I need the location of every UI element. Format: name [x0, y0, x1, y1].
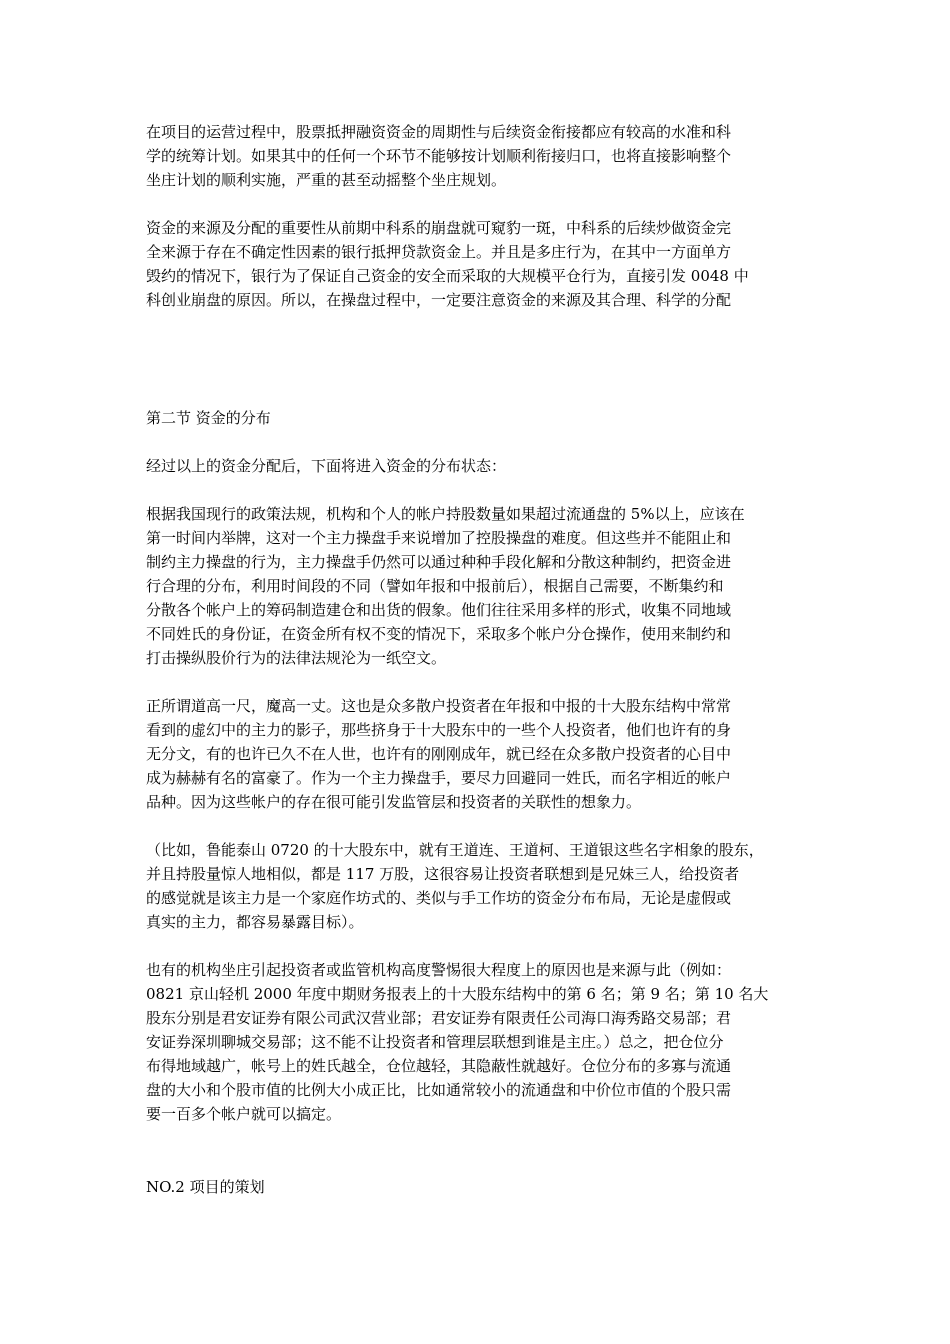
text-line: 股东分别是君安证券有限公司武汉营业部；君安证券有限责任公司海口海秀路交易部；君	[146, 1009, 732, 1027]
text-line: 不同姓氏的身份证，在资金所有权不变的情况下，采取多个帐户分仓操作，使用来制约和	[146, 625, 732, 643]
paragraph-regulation	[146, 502, 812, 670]
text-line: （比如，鲁能泰山 0720 的十大股东中，就有王道连、王道柯、王道银这些名字相象的股东，	[146, 841, 764, 859]
text-line: 打击操纵股价行为的法律法规沦为一纸空文。	[146, 649, 447, 667]
text-line: 坐庄计划的顺利实施，严重的甚至动摇整个坐庄规划。	[146, 171, 507, 189]
spacer	[146, 336, 812, 406]
next-section-heading	[146, 1175, 812, 1199]
text-line: 经过以上的资金分配后，下面将进入资金的分布状态：	[146, 457, 507, 475]
text-line: 看到的虚幻中的主力的影子，那些挤身于十大股东中的一些个人投资者，他们也许有的身	[146, 721, 732, 739]
text-line: 布得地域越广，帐号上的姓氏越全，仓位越轻，其隐蔽性就越好。仓位分布的多寡与流通	[146, 1057, 732, 1075]
paragraph-financing-cycle	[146, 120, 812, 192]
text-line: 安证券深圳聊城交易部；这不能不让投资者和管理层联想到谁是主庄。）总之，把仓位分	[146, 1033, 724, 1051]
paragraph-shadow-holders	[146, 694, 812, 814]
section-heading	[146, 406, 812, 430]
text-line: 真实的主力，都容易暴露目标）。	[146, 913, 364, 931]
text-line: 行合理的分布，利用时间段的不同（譬如年报和中报前后），根据自己需要，不断集约和	[146, 577, 724, 595]
text-line: 毁约的情况下，银行为了保证自己资金的安全而采取的大规模平仓行为，直接引发 0048 中	[146, 267, 749, 285]
paragraph-fund-source	[146, 216, 812, 312]
text-line: 要一百多个帐户就可以搞定。	[146, 1105, 342, 1123]
text-line: 成为赫赫有名的富豪了。作为一个主力操盘手，要尽力回避同一姓氏，而名字相近的帐户	[146, 769, 732, 787]
text-line: 在项目的运营过程中，股票抵押融资资金的周期性与后续资金衔接都应有较高的水准和科	[146, 123, 732, 141]
text-line: 资金的来源及分配的重要性从前期中科系的崩盘就可窥豹一斑，中科系的后续炒做资金完	[146, 219, 732, 237]
text-line: 也有的机构坐庄引起投资者或监管机构高度警惕很大程度上的原因也是来源与此（例如：	[146, 961, 732, 979]
text-line: 全来源于存在不确定性因素的银行抵押贷款资金上。并且是多庄行为，在其中一方面单方	[146, 243, 732, 261]
next-section-heading-text: NO.2 项目的策划	[146, 1178, 265, 1196]
spacer	[146, 1150, 812, 1175]
text-line: 学的统筹计划。如果其中的任何一个环节不能够按计划顺利衔接归口，也将直接影响整个	[146, 147, 732, 165]
text-line: 分散各个帐户上的筹码制造建仓和出货的假象。他们往往采用多样的形式，收集不同地域	[146, 601, 732, 619]
text-line: 正所谓道高一尺，魔高一丈。这也是众多散户投资者在年报和中报的十大股东结构中常常	[146, 697, 732, 715]
text-line: 0821 京山轻机 2000 年度中期财务报表上的十大股东结构中的第 6 名；第 9 名；第 10 名大	[146, 985, 769, 1003]
paragraph-example-jingshan	[146, 958, 812, 1126]
text-line: 第一时间内举牌，这对一个主力操盘手来说增加了控股操盘的难度。但这些并不能阻止和	[146, 529, 732, 547]
paragraph-intro	[146, 454, 812, 478]
text-line: 盘的大小和个股市值的比例大小成正比，比如通常较小的流通盘和中价位市值的个股只需	[146, 1081, 732, 1099]
text-line: 无分文，有的也许已久不在人世，也许有的刚刚成年，就已经在众多散户投资者的心目中	[146, 745, 732, 763]
text-line: 并且持股量惊人地相似，都是 117 万股，这很容易让投资者联想到是兄妹三人，给投资者	[146, 865, 740, 883]
text-line: 科创业崩盘的原因。所以，在操盘过程中，一定要注意资金的来源及其合理、科学的分配	[146, 291, 732, 309]
paragraph-example-luneng	[146, 838, 812, 934]
text-line: 的感觉就是该主力是一个家庭作坊式的、类似与手工作坊的资金分布布局，无论是虚假或	[146, 889, 732, 907]
text-line: 根据我国现行的政策法规，机构和个人的帐户持股数量如果超过流通盘的 5%以上，应该在	[146, 505, 745, 523]
text-line: 品种。因为这些帐户的存在很可能引发监管层和投资者的关联性的想象力。	[146, 793, 642, 811]
section-heading-text: 第二节 资金的分布	[146, 409, 271, 427]
text-line: 制约主力操盘的行为，主力操盘手仍然可以通过种种手段化解和分散这种制约，把资金进	[146, 553, 732, 571]
document-page	[146, 120, 812, 1223]
